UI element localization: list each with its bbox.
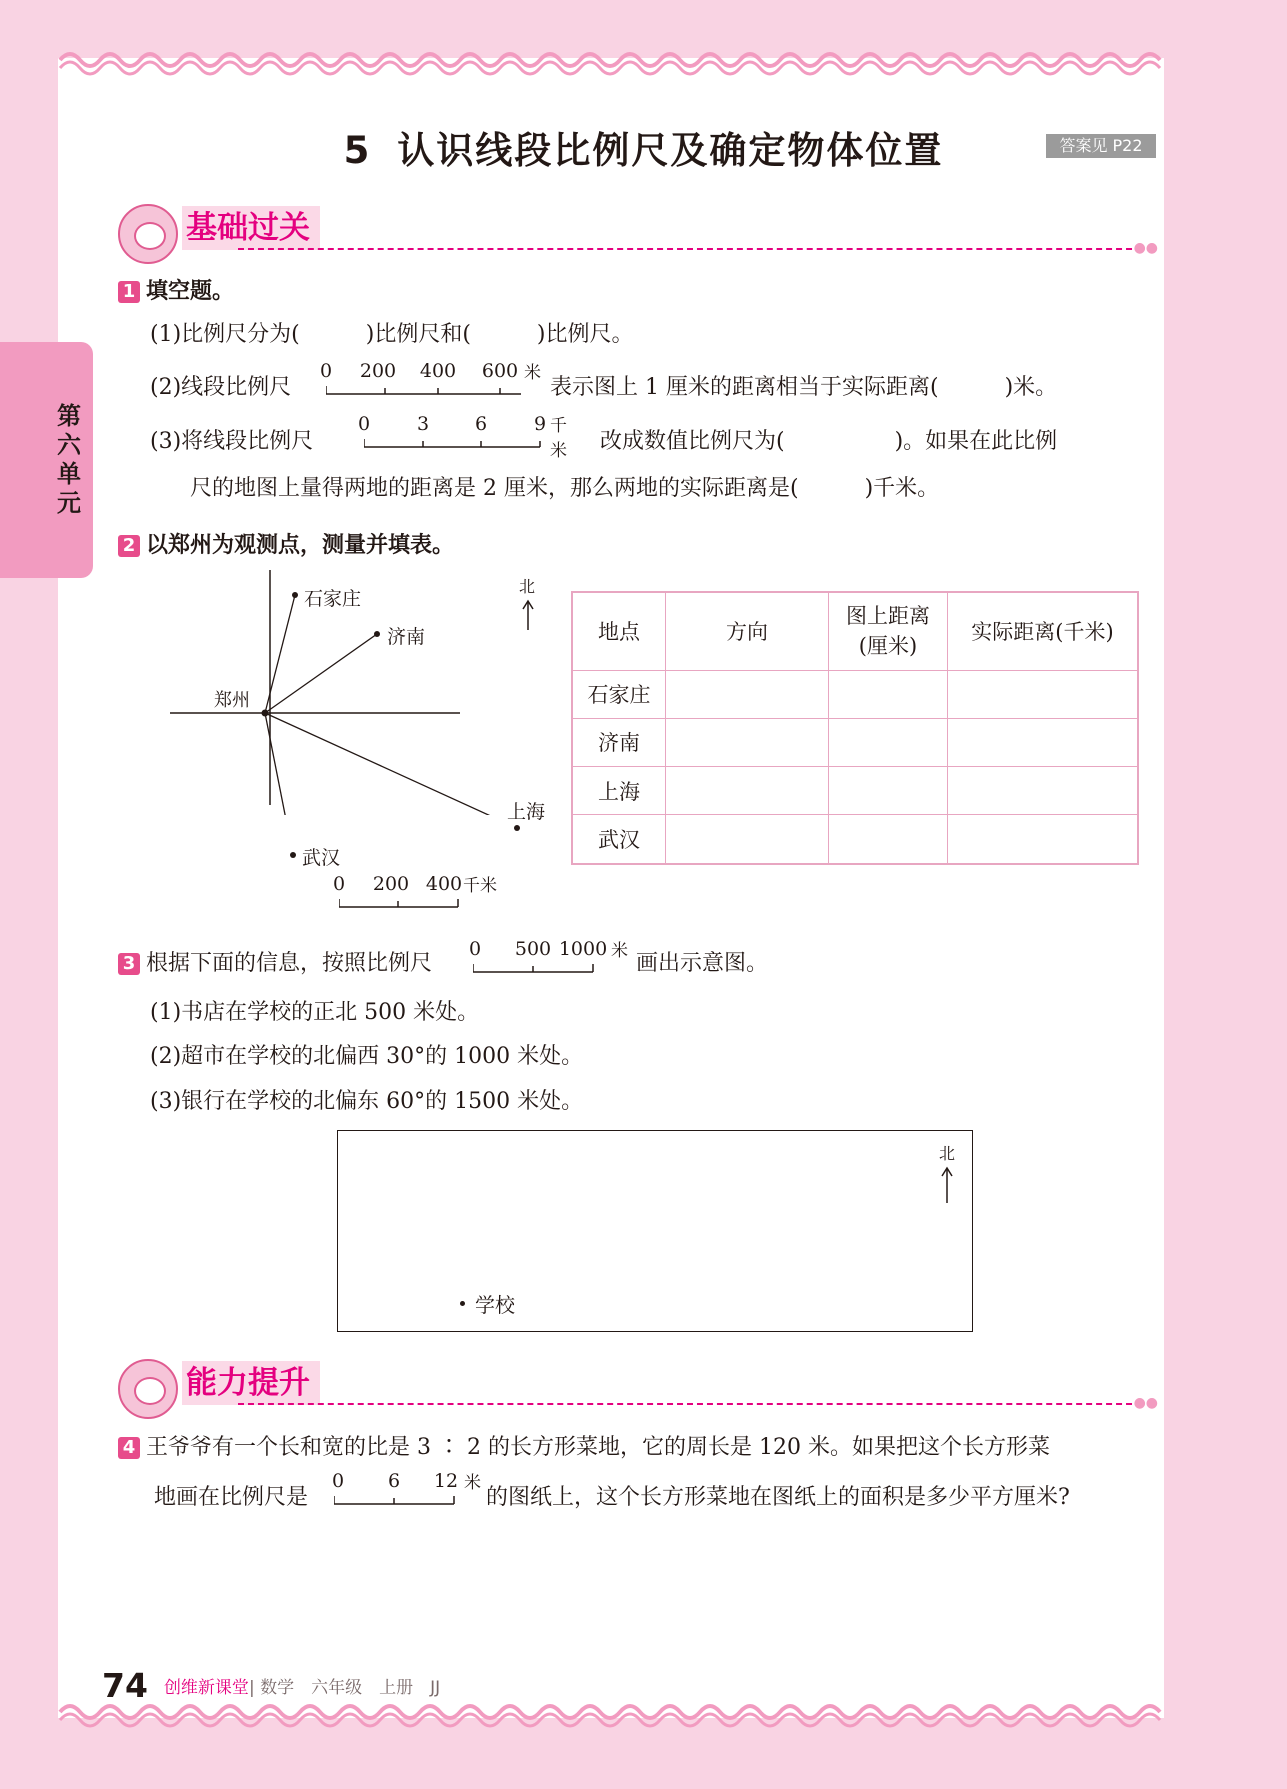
- scale-unit: 千米: [463, 876, 497, 896]
- table-cell-place: 上海: [572, 767, 666, 815]
- scale-bar-q4: [331, 1470, 494, 1510]
- q3-item-2: (2)超市在学校的北偏西 30°的 1000 米处。: [150, 1044, 584, 1069]
- q4-line-1-text: 王爷爷有一个长和宽的比是 3 ∶ 2 的长方形菜地，它的周长是 120 米。如果把这个长方形菜: [146, 1435, 1050, 1460]
- book-info: | 数学 六年级 上册 JJ: [248, 1678, 441, 1698]
- table-cell-answer[interactable]: [948, 767, 1139, 815]
- scale-tick-label: 0: [357, 413, 371, 435]
- question-number-badge: 4: [118, 1437, 140, 1459]
- city-label-wuhan: 武汉: [302, 847, 341, 869]
- table-row: [572, 670, 1138, 718]
- table-cell-place: 石家庄: [572, 670, 666, 718]
- question-number-badge: 1: [118, 281, 140, 303]
- scale-bar-q1-2: [319, 360, 541, 400]
- question-3-prefix: 根据下面的信息，按照比例尺: [146, 951, 433, 976]
- q1-part3-suffix: 改成数值比例尺为( )。如果在此比例: [600, 429, 1058, 454]
- dots-decoration-icon: ●●: [1133, 1395, 1158, 1411]
- north-label: 北: [939, 1144, 956, 1163]
- section-advanced-title: 能力提升: [182, 1361, 320, 1405]
- scale-tick-label: 400: [425, 873, 463, 895]
- table-header: 方向: [666, 592, 829, 670]
- north-label: 北: [519, 577, 536, 596]
- north-arrow-icon: [939, 1165, 955, 1205]
- q1-part1: (1)比例尺分为( )比例尺和( )比例尺。: [150, 322, 634, 347]
- table-cell-answer[interactable]: [829, 815, 948, 864]
- school-point: [460, 1301, 465, 1306]
- table-cell-answer[interactable]: [666, 815, 829, 864]
- page-number: 74: [102, 1666, 148, 1705]
- question-number-badge: 3: [118, 953, 140, 975]
- q1-part3-prefix: (3)将线段比例尺: [150, 429, 314, 454]
- mascot-icon: [118, 204, 178, 264]
- question-3-header: [118, 946, 432, 977]
- table-header: 图上距离 (厘米): [829, 592, 948, 670]
- table-cell-answer[interactable]: [829, 670, 948, 718]
- scale-unit: 米: [611, 941, 628, 961]
- question-1-title: 填空题。: [146, 279, 235, 304]
- unit-label: 第六单元: [57, 402, 81, 517]
- scale-tick-label: 600: [481, 360, 519, 382]
- section-divider: [238, 248, 1142, 250]
- question-1-header: [118, 274, 234, 305]
- north-arrow-icon: [520, 598, 536, 632]
- q1-part2-prefix: (2)线段比例尺: [150, 375, 292, 400]
- table-row: [572, 767, 1138, 815]
- scale-tick-label: 200: [372, 873, 410, 895]
- scale-tick-label: 0: [332, 873, 346, 895]
- scale-tick-label: 500: [514, 938, 552, 960]
- scale-tick-label: 1000: [558, 938, 608, 960]
- page-paper: [58, 58, 1164, 1718]
- table-cell-answer[interactable]: [829, 767, 948, 815]
- answer-reference-tag: 答案见 P22: [1046, 134, 1156, 158]
- q4-line-1: [118, 1430, 1050, 1461]
- observation-table: [571, 591, 1139, 865]
- table-cell-answer[interactable]: [666, 670, 829, 718]
- section-basic-header: [118, 204, 1158, 262]
- scale-tick-label: 12: [433, 1470, 459, 1492]
- observation-map-lower: [250, 790, 550, 860]
- scale-tick-label: 0: [319, 360, 333, 382]
- school-label: 学校: [475, 1293, 515, 1317]
- scale-tick-label: 400: [419, 360, 457, 382]
- city-label-jinan: 济南: [387, 626, 426, 648]
- dots-decoration-icon: ●●: [1133, 240, 1158, 256]
- q3-item-3: (3)银行在学校的北偏东 60°的 1500 米处。: [150, 1089, 584, 1114]
- scale-bar-q2: [332, 873, 519, 913]
- table-cell-answer[interactable]: [666, 767, 829, 815]
- table-header: 地点: [572, 592, 666, 670]
- question-2-header: [118, 528, 454, 559]
- top-wave-border: [0, 40, 1287, 80]
- city-label-shanghai: 上海: [507, 801, 546, 823]
- table-cell-answer[interactable]: [948, 718, 1139, 766]
- scale-tick-label: 6: [474, 413, 488, 435]
- book-name: 创维新课堂: [163, 1678, 249, 1698]
- scale-tick-label: 3: [416, 413, 430, 435]
- drawing-area[interactable]: [337, 1130, 973, 1332]
- lesson-number: 5: [343, 129, 372, 172]
- scale-unit: 千米: [550, 416, 567, 461]
- scale-tick-label: 200: [359, 360, 397, 382]
- scale-unit: 米: [464, 1473, 481, 1493]
- mascot-icon: [118, 1359, 178, 1419]
- table-row: [572, 815, 1138, 864]
- table-cell-place: 济南: [572, 718, 666, 766]
- table-header: 实际距离(千米): [948, 592, 1139, 670]
- scale-tick-label: 0: [331, 1470, 345, 1492]
- scale-tick-label: 9: [533, 413, 547, 435]
- q1-part2-suffix: 表示图上 1 厘米的距离相当于实际距离( )米。: [550, 375, 1058, 400]
- bottom-wave-border: [0, 1700, 1287, 1740]
- q3-item-1: (1)书店在学校的正北 500 米处。: [150, 1000, 480, 1025]
- table-row: [572, 718, 1138, 766]
- question-2-title: 以郑州为观测点，测量并填表。: [146, 533, 455, 558]
- q4-line-2-prefix: 地画在比例尺是: [154, 1485, 309, 1510]
- lesson-title: 认识线段比例尺及确定物体位置: [397, 129, 944, 172]
- scale-unit: 米: [524, 363, 541, 383]
- scale-tick-label: 6: [387, 1470, 401, 1492]
- table-cell-place: 武汉: [572, 815, 666, 864]
- scale-bar-q1-3: [357, 413, 567, 461]
- unit-side-tab: [0, 342, 93, 578]
- city-label-shijiazhuang: 石家庄: [304, 588, 362, 610]
- scale-bar-q3: [468, 938, 653, 978]
- table-cell-answer[interactable]: [948, 670, 1139, 718]
- table-cell-answer[interactable]: [948, 815, 1139, 864]
- question-number-badge: 2: [118, 535, 140, 557]
- section-advanced-header: [118, 1359, 1158, 1417]
- city-label-zhengzhou: 郑州: [214, 690, 250, 711]
- table-cell-answer[interactable]: [829, 718, 948, 766]
- page-footer: [102, 1666, 440, 1705]
- scale-tick-label: 0: [468, 938, 482, 960]
- section-divider: [238, 1403, 1142, 1405]
- table-cell-answer[interactable]: [666, 718, 829, 766]
- q1-part3-cont: 尺的地图上量得两地的距离是 2 厘米，那么两地的实际距离是( )千米。: [190, 476, 940, 501]
- section-basic-title: 基础过关: [182, 206, 320, 250]
- question-3-suffix: 画出示意图。: [636, 951, 769, 976]
- q4-line-2-suffix: 的图纸上，这个长方形菜地在图纸上的面积是多少平方厘米?: [486, 1485, 1070, 1510]
